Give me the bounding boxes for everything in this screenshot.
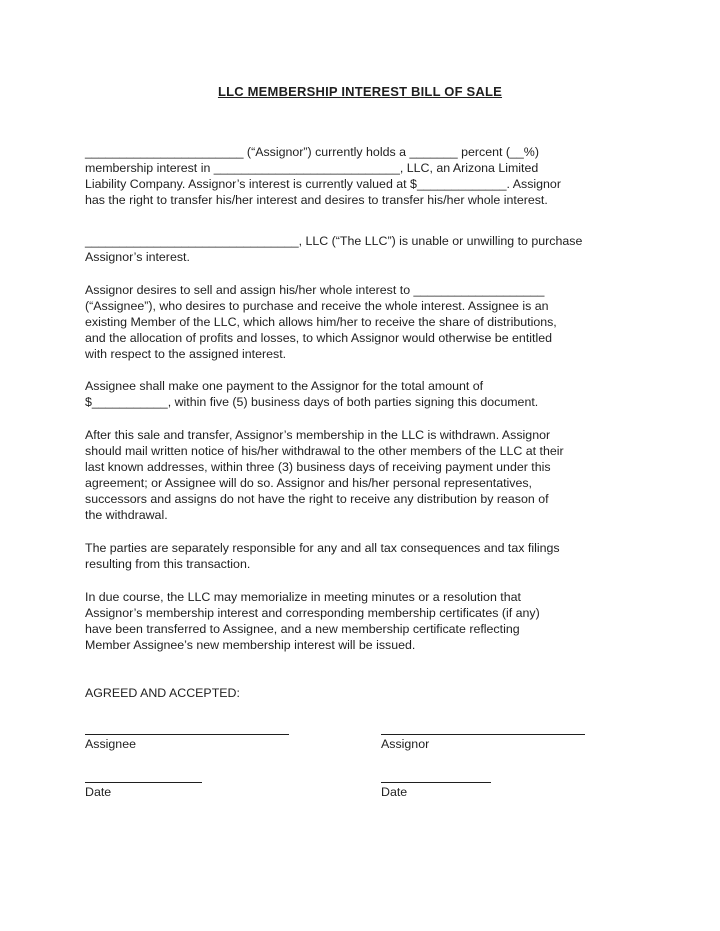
text-line: Assignor’s interest. [85, 250, 190, 265]
text-line: Assignee shall make one payment to the Assignor for the total amount of [85, 379, 484, 393]
text-line: (“Assignee”), who desires to purchase and receive the whole interest. Assignee is an [85, 299, 549, 314]
text-line: and the allocation of profits and losses, to which Assignor would otherwise be entitled [85, 331, 552, 346]
text-line: successors and assigns do not have the right to receive any distribution by reason of [85, 492, 549, 507]
assignee-signature-line [85, 734, 289, 735]
text-line: last known addresses, within three (3) business days of receiving payment under this [85, 460, 551, 475]
paragraph-withdrawal [85, 427, 645, 524]
text-line: has the right to transfer his/her interest and desires to transfer his/her whole interest. [85, 193, 548, 208]
text-line: the withdrawal. [85, 508, 168, 523]
text-line: Liability Company. Assignor’s interest is currently valued at $_____________. Assignor [85, 177, 561, 192]
document-title: LLC MEMBERSHIP INTEREST BILL OF SALE [217, 84, 503, 99]
paragraph-tax [85, 540, 645, 572]
paragraph-memorialize [85, 589, 645, 653]
assignor-label: Assignor [381, 737, 430, 751]
text-line: with respect to the assigned interest. [85, 347, 287, 362]
text-line: _______________________ (“Assignor”) currently holds a _______ percent (__%) [85, 145, 539, 159]
assignor-date-line [381, 782, 491, 783]
assignee-label: Assignee [85, 737, 136, 751]
assignor-date-label: Date [381, 785, 408, 799]
assignor-signature-line [381, 734, 585, 735]
text-line: should mail written notice of his/her withdrawal to the other members of the LLC at their [85, 444, 564, 459]
assignee-date-line [85, 782, 202, 783]
text-line: $___________, within five (5) business days of both parties signing this document. [85, 395, 539, 410]
text-line: Assignor’s membership interest and corresponding membership certificates (if any) [85, 606, 540, 621]
paragraph-assignor-holdings [85, 144, 645, 208]
text-line: _______________________________, LLC (“The LLC”) is unable or unwilling to purchase [85, 234, 583, 248]
paragraph-llc-unable [85, 233, 645, 265]
text-line: resulting from this transaction. [85, 557, 251, 572]
paragraph-sale-to-assignee [85, 282, 645, 362]
text-line: existing Member of the LLC, which allows him/her to receive the share of distributions, [85, 315, 557, 330]
text-line: The parties are separately responsible for any and all tax consequences and tax filings [85, 541, 560, 555]
assignee-date-label: Date [85, 785, 112, 799]
text-line: membership interest in ___________________________, LLC, an Arizona Limited [85, 161, 539, 176]
text-line: agreement; or Assignee will do so. Assignor and his/her personal representatives, [85, 476, 532, 491]
text-line: have been transferred to Assignee, and a new membership certificate reflecting [85, 622, 520, 637]
agreed-heading [85, 685, 645, 701]
paragraph-payment [85, 378, 645, 410]
text-line: Member Assignee’s new membership interest will be issued. [85, 638, 416, 653]
agreed-heading-text: AGREED AND ACCEPTED: [85, 686, 240, 700]
text-line: After this sale and transfer, Assignor’s membership in the LLC is withdrawn. Assignor [85, 428, 551, 442]
text-line: Assignor desires to sell and assign his/her whole interest to ___________________ [85, 283, 545, 297]
text-line: In due course, the LLC may memorialize in meeting minutes or a resolution that [85, 590, 521, 604]
